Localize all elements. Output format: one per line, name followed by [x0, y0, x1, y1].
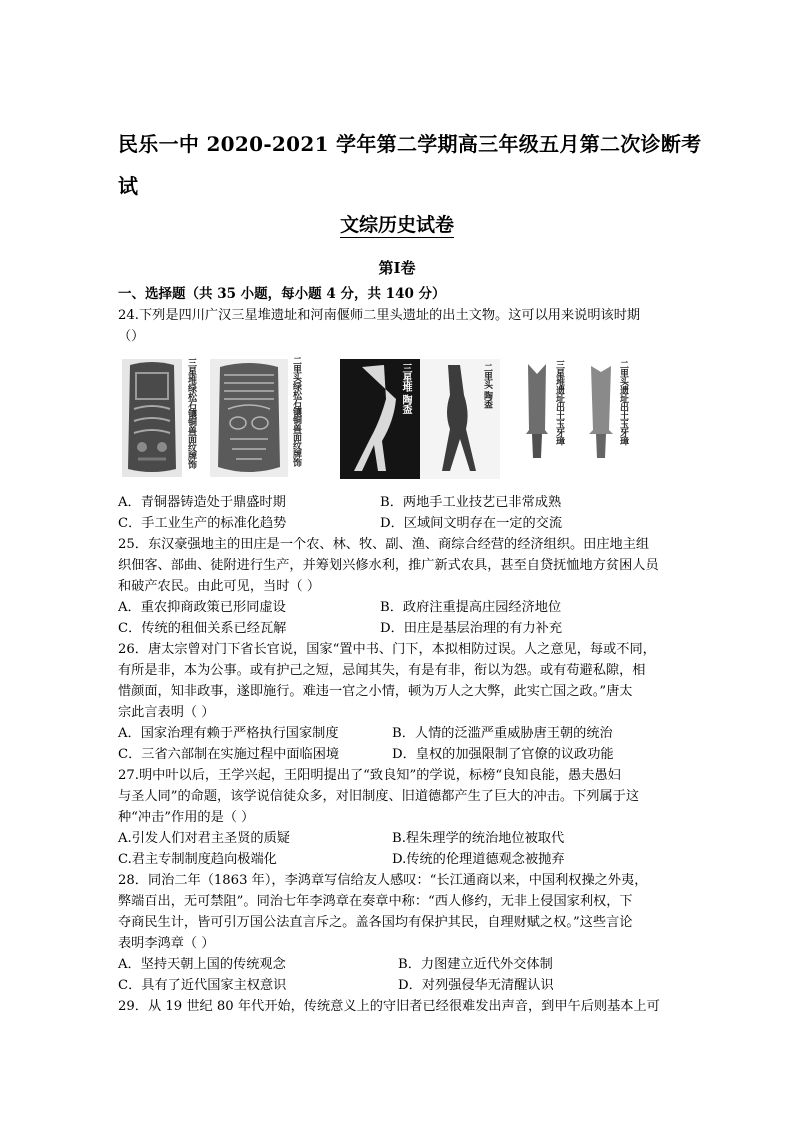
- q27-option-d[interactable]: D.传统的伦理道德观念被抛弃: [392, 852, 565, 867]
- q28-stem-line-4: 表明李鸿章（ ）: [118, 936, 215, 951]
- sanxingdui-jade-zhang-image: [524, 360, 550, 460]
- q27-option-b[interactable]: B.程朱理学的统治地位被取代: [392, 831, 565, 846]
- q24-stem-line-1: 24.下列是四川广汉三星堆遗址和河南偃师二里头遗址的出土文物。这可以用来说明该时期: [118, 308, 641, 323]
- caption-sanxingdui-plaque: 三星堆绿松石镶铜兽面纹牌饰: [186, 358, 196, 469]
- erlitou-turquoise-plaque-image: [210, 359, 288, 477]
- q25-stem-line-1: 25．东汉豪强地主的田庄是一个农、林、牧、副、渔、商综合经营的经济组织。田庄地主组: [118, 537, 650, 552]
- q27-stem-line-1: 27.明中叶以后，王学兴起，王阳明提出了“致良知”的学说，标榜“良知良能，愚夫愚妇: [118, 768, 621, 783]
- q24-stem-line-2: （）: [118, 329, 145, 344]
- q26-option-d[interactable]: D．皇权的加强限制了官僚的议政功能: [392, 747, 614, 762]
- sanxingdui-turquoise-plaque-image: [122, 359, 182, 477]
- q26-stem-line-3: 惜颜面，知非政事，遂即施行。难违一官之小情，顿为万人之大弊，此实亡国之政。”唐太: [118, 684, 633, 699]
- erlitou-jade-zhang-image: [588, 362, 614, 460]
- q26-option-b[interactable]: B．人情的泛滥严重威胁唐王朝的统治: [392, 726, 613, 741]
- caption-sanxingdui-zhang: 三星堆遗址出土玉牙璋: [554, 360, 564, 445]
- q25-stem-line-3: 和破产农民。由此可见，当时（ ）: [118, 579, 321, 594]
- q28-stem-line-2: 弊端百出，无可禁阻”。同治七年李鸿章在奏章中称：“西人修约，无非上侵国家利权，下: [118, 894, 633, 909]
- exam-title-line2: 试: [118, 174, 139, 198]
- q26-stem-line-4: 宗此言表明（ ）: [118, 705, 215, 720]
- q26-stem-line-2: 有所是非，本为公事。或有护己之短，忌闻其失，有是有非，衔以为怨。或有苟避私隙，相: [118, 663, 646, 678]
- caption-erlitou-he: 二里头 陶盉: [482, 363, 492, 409]
- q25-option-c[interactable]: C．传统的租佃关系已经瓦解: [118, 621, 287, 636]
- q25-option-a[interactable]: A．重农抑商政策已形同虚设: [118, 600, 286, 615]
- erlitou-pottery-he-image: [420, 359, 500, 479]
- sanxingdui-pottery-he-image: [340, 359, 420, 479]
- q25-stem-line-2: 织佃客、部曲、徒附进行生产，并筹划兴修水利，推广新式农具，甚至自贷抚恤地方贫困人员: [118, 558, 659, 573]
- q28-option-c[interactable]: C．具有了近代国家主权意识: [118, 978, 287, 993]
- exam-title-line1: 民乐一中 2020-2021 学年第二学期高三年级五月第二次诊断考: [118, 132, 702, 156]
- q28-option-d[interactable]: D．对列强侵华无清醒认识: [398, 978, 554, 993]
- q24-option-d[interactable]: D．区域间文明存在一定的交流: [380, 516, 563, 531]
- q29-stem-line-1: 29．从 19 世纪 80 年代开始，传统意义上的守旧者已经很难发出声音，到甲午后则基本上可: [118, 999, 660, 1014]
- caption-erlitou-plaque: 二里头绿松石镶铜兽面纹牌饰: [291, 356, 301, 467]
- caption-sanxingdui-he: 三星堆 陶盉: [400, 363, 411, 414]
- q28-stem-line-1: 28．同治二年（1863 年），李鸿章写信给友人感叹：“长江通商以来，中国利权操之外夷，: [118, 873, 648, 888]
- q26-stem-line-1: 26．唐太宗曾对门下省长官说，国家“置中书、门下，本拟相防过误。人之意见，每或不同，: [118, 642, 656, 657]
- q28-option-b[interactable]: B．力图建立近代外交体制: [398, 957, 553, 972]
- q27-stem-line-3: 种“冲击”作用的是（ ）: [118, 810, 255, 825]
- q25-option-b[interactable]: B．政府注重提高庄园经济地位: [380, 600, 562, 615]
- q26-option-a[interactable]: A．国家治理有赖于严格执行国家制度: [118, 726, 339, 741]
- q24-option-b[interactable]: B．两地手工业技艺已非常成熟: [380, 495, 562, 510]
- section-heading: 一、选择题（共 35 小题，每小题 4 分，共 140 分）: [118, 286, 446, 302]
- q24-option-c[interactable]: C．手工业生产的标准化趋势: [118, 516, 287, 531]
- q28-stem-line-3: 夺商民生计，皆可引万国公法直言斥之。盖各国均有保护其民，自理财赋之权。”这些言论: [118, 915, 633, 930]
- q28-option-a[interactable]: A．坚持天朝上国的传统观念: [118, 957, 286, 972]
- q26-option-c[interactable]: C．三省六部制在实施过程中面临困境: [118, 747, 340, 762]
- q24-option-a[interactable]: A．青铜器铸造处于鼎盛时期: [118, 495, 286, 510]
- q25-option-d[interactable]: D．田庄是基层治理的有力补充: [380, 621, 563, 636]
- q27-option-c[interactable]: C.君主专制制度趋向极端化: [118, 852, 277, 867]
- exam-subtitle: 文综历史试卷: [339, 214, 454, 236]
- volume-heading: 第Ⅰ卷: [378, 259, 416, 277]
- q27-stem-line-2: 与圣人同”的命题，该学说信徒众多，对旧制度、旧道德都产生了巨大的冲击。下列属于这: [118, 789, 640, 804]
- caption-erlitou-zhang: 二里头遗址出土玉牙璋: [618, 360, 628, 445]
- q27-option-a[interactable]: A.引发人们对君主圣贤的质疑: [118, 831, 290, 846]
